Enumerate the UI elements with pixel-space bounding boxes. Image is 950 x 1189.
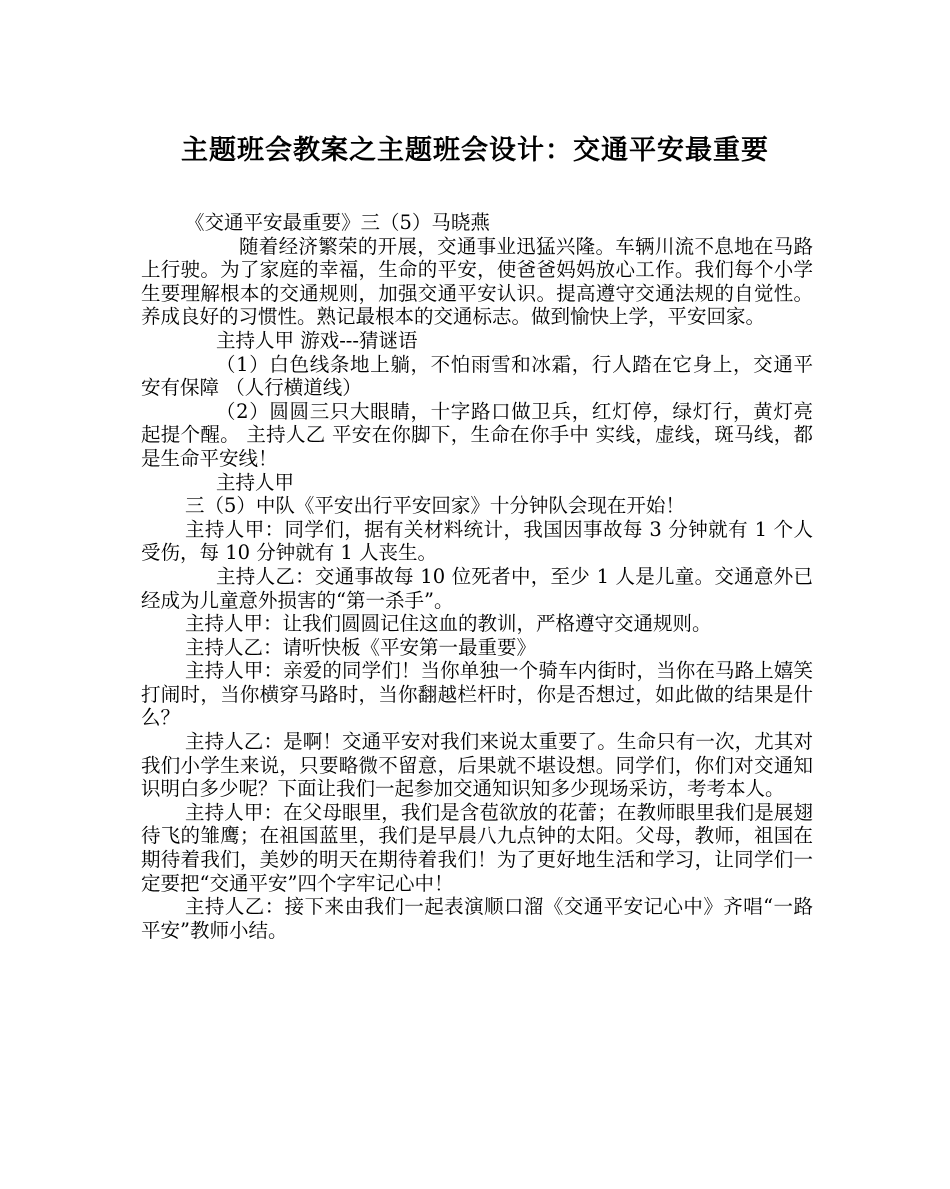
document-title: 主题班会教案之主题班会设计：交通平安最重要 [181,135,769,166]
paragraph-host-b-closing: 主持人乙：接下来由我们一起表演顺口溜《交通平安记心中》齐唱“一路平安”教师小结。 [141,895,813,942]
paragraph-host-b-importance: 主持人乙：是啊！交通平安对我们来说太重要了。生命只有一次，尤其对我们小学生来说，只要略微不留意，后果就不堪设想。同学们，你们对交通知识明白多少呢？下面让我们一起参加交通知识知多少现场采访，考考本人。 [141,730,813,801]
paragraph-byline: 《交通平安最重要》三（5）马晓燕 [185,211,490,234]
paragraph-host-a: 主持人甲 [216,470,295,494]
paragraph-host-a-question: 主持人甲：亲爱的同学们！当你单独一个骑车内街时，当你在马路上嬉笑打闹时，当你横穿马路时，当你翻越栏杆时，你是否想过，如此做的结果是什么？ [141,659,813,730]
paragraph-host-a-stats: 主持人甲：同学们，据有关材料统计，我国因事故每 3 分钟就有 1 个人受伤，每 10 分钟就有 1 人丧生。 [141,517,813,565]
paragraph-meeting-start: 三（5）中队《平安出行平安回家》十分钟队会现在开始！ [185,494,685,518]
paragraph-host-b-stats: 主持人乙：交通事故每 10 位死者中，至少 1 人是儿童。交通意外已经成为儿童意外损害的“第一杀手”。 [141,564,813,612]
paragraph-host-a-lesson: 主持人甲：让我们圆圆记住这血的教训，严格遵守交通规则。 [185,612,712,636]
paragraph-intro: 随着经济繁荣的开展，交通事业迅猛兴隆。车辆川流不息地在马路上行驶。为了家庭的幸福，生命的平安，使爸爸妈妈放心工作。我们每个小学生要理解根本的交通规则，加强交通平安认识。提高遵守交通法规的自觉性。养成良好的习惯性。熟记最根本的交通标志。做到愉快上学，平安回家。 [141,234,813,329]
paragraph-host-a-future: 主持人甲：在父母眼里，我们是含苞欲放的花蕾；在教师眼里我们是展翅待飞的雏鹰；在祖国蓝里，我们是早晨八九点钟的太阳。父母，教师，祖国在期待着我们，美妙的明天在期待着我们！为了更好地生活和学习，让同学们一定要把“交通平安”四个字牢记心中！ [141,800,813,895]
document-body [141,211,813,942]
paragraph-host-a-game: 主持人甲 游戏---猜谜语 [216,328,418,352]
paragraph-host-b-kuaiban: 主持人乙：请听快板《平安第一最重要》 [185,635,537,659]
paragraph-riddle-2: （2）圆圆三只大眼睛，十字路口做卫兵，红灯停，绿灯行，黄灯亮起提个醒。 主持人乙 平安在你脚下，生命在你手中 实线，虚线，斑马线，都是生命平安线！ [141,399,813,470]
paragraph-riddle-1: （1）白色线条地上躺，不怕雨雪和冰霜，行人踏在它身上，交通平安有保障 （人行横道线） [141,352,813,400]
